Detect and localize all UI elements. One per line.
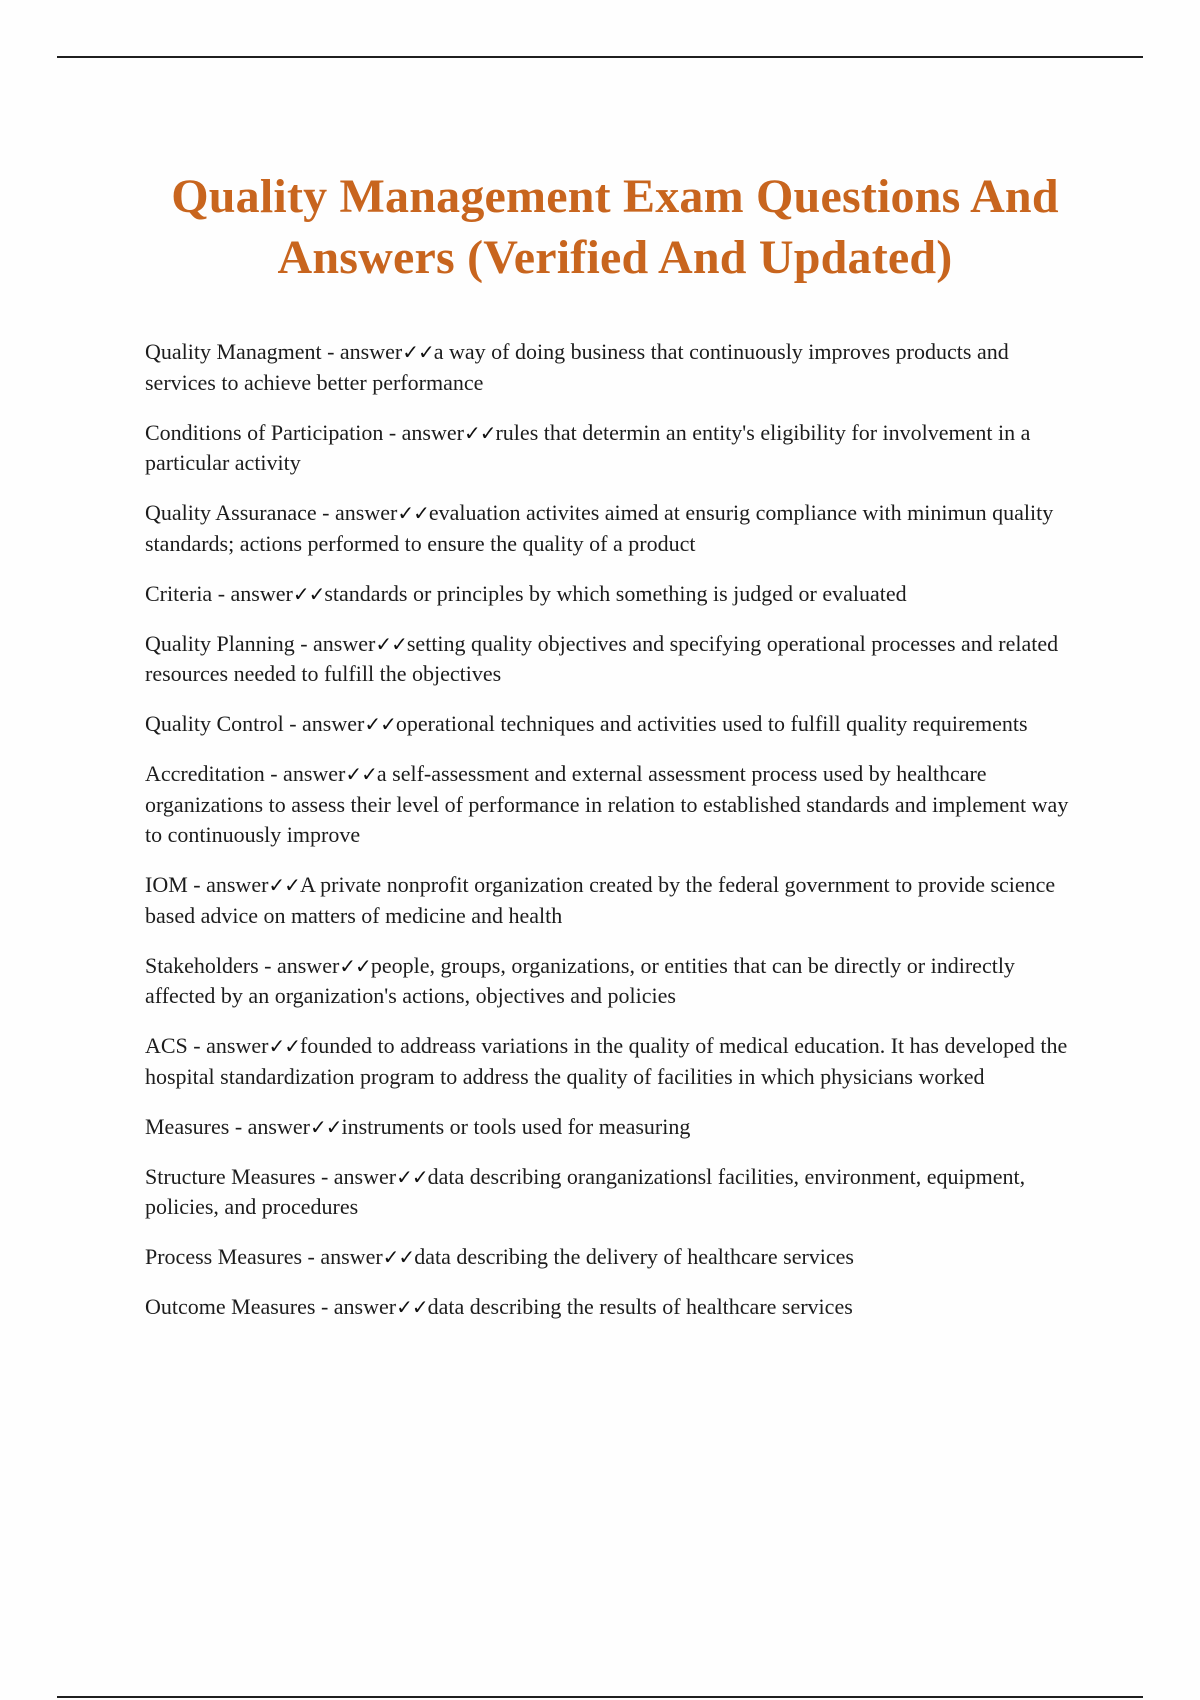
qa-entry bbox=[145, 498, 1085, 559]
qa-term: Quality Managment bbox=[145, 339, 322, 364]
double-check-icon: ✓✓ bbox=[402, 340, 434, 364]
qa-separator: - answer bbox=[294, 630, 376, 656]
qa-separator: - answer bbox=[229, 1113, 310, 1139]
double-check-icon: ✓✓ bbox=[309, 1114, 342, 1139]
qa-definition: data describing the delivery of healthcare services bbox=[414, 1244, 854, 1269]
qa-separator: - answer bbox=[315, 1163, 397, 1189]
double-check-icon: ✓✓ bbox=[382, 1245, 415, 1269]
qa-term: Quality Control bbox=[145, 711, 284, 736]
qa-definition: instruments or tools used for measuring bbox=[341, 1113, 691, 1139]
qa-definition: evaluation activites aimed at ensurig compliance with minimun quality standards; actions performed to ensure the quality of a product bbox=[145, 500, 1054, 556]
qa-entry bbox=[145, 1292, 1085, 1323]
qa-definition: a way of doing business that continuously improves products and services to achieve better performance bbox=[145, 339, 1009, 395]
top-divider bbox=[57, 56, 1143, 58]
qa-entry bbox=[145, 1031, 1085, 1092]
qa-definition: A private nonprofit organization created by the federal government to provide science based advice on matters of medicine and health bbox=[145, 872, 1056, 928]
qa-entry bbox=[145, 1112, 1085, 1143]
qa-term: Conditions of Participation bbox=[145, 419, 384, 445]
qa-term: Quality Planning bbox=[145, 630, 295, 656]
double-check-icon: ✓✓ bbox=[463, 420, 496, 445]
qa-entry bbox=[145, 951, 1085, 1012]
qa-term: IOM bbox=[145, 872, 188, 897]
qa-entry bbox=[145, 759, 1085, 851]
double-check-icon: ✓✓ bbox=[268, 1034, 300, 1058]
double-check-icon: ✓✓ bbox=[397, 501, 429, 525]
qa-term: Accreditation bbox=[145, 761, 265, 786]
double-check-icon: ✓✓ bbox=[396, 1295, 428, 1319]
double-check-icon: ✓✓ bbox=[292, 581, 325, 606]
qa-separator: - answer bbox=[264, 761, 346, 786]
qa-term: Criteria bbox=[145, 580, 213, 606]
qa-term: Process Measures bbox=[145, 1244, 303, 1269]
qa-definition: founded to addreass variations in the quality of medical education. It has developed the hospital standardization program to address the quality of facilities in which physicians worked bbox=[145, 1033, 1068, 1089]
qa-definition: operational techniques and activities used to fulfill quality requirements bbox=[395, 711, 1028, 736]
qa-separator: - answer bbox=[212, 580, 293, 606]
qa-separator: - answer bbox=[316, 500, 398, 525]
qa-definition: people, groups, organizations, or entities that can be directly or indirectly affected by an organization's actions, objectives and policies bbox=[145, 952, 1015, 1008]
qa-separator: - answer bbox=[258, 952, 340, 978]
qa-separator: - answer bbox=[321, 339, 403, 364]
document-title: Quality Management Exam Questions And Answers (Verified And Updated) bbox=[171, 170, 1059, 284]
qa-definition: standards or principles by which something is judged or evaluated bbox=[324, 580, 907, 606]
qa-definition: rules that determin an entity's eligibility for involvement in a particular activity bbox=[145, 419, 1031, 475]
qa-entry bbox=[145, 579, 1085, 610]
qa-entry bbox=[145, 709, 1085, 740]
qa-separator: - answer bbox=[302, 1244, 383, 1269]
double-check-icon: ✓✓ bbox=[339, 953, 371, 978]
qa-entry bbox=[145, 418, 1085, 479]
qa-definition: data describing the results of healthcare services bbox=[427, 1294, 853, 1319]
qa-entry bbox=[145, 1242, 1085, 1273]
qa-term: Quality Assuranace bbox=[145, 500, 317, 525]
qa-entry bbox=[145, 337, 1085, 398]
bottom-divider bbox=[57, 1696, 1143, 1698]
qa-separator: - answer bbox=[187, 1033, 269, 1058]
qa-entry bbox=[145, 1162, 1085, 1223]
qa-list bbox=[145, 337, 1085, 1342]
qa-term: Outcome Measures bbox=[145, 1294, 316, 1319]
qa-definition: a self-assessment and external assessment process used by healthcare organizations to assess their level of performance in relation to established standards and implement way to continuously improve bbox=[145, 761, 1069, 847]
qa-entry bbox=[145, 870, 1085, 931]
qa-definition: data describing oranganizationsl facilities, environment, equipment, policies, and procedures bbox=[145, 1163, 1026, 1219]
double-check-icon: ✓✓ bbox=[396, 1164, 428, 1189]
double-check-icon: ✓✓ bbox=[268, 873, 300, 897]
qa-term: Structure Measures bbox=[145, 1163, 316, 1189]
qa-separator: - answer bbox=[315, 1294, 397, 1319]
qa-separator: - answer bbox=[283, 711, 365, 736]
double-check-icon: ✓✓ bbox=[345, 762, 377, 786]
double-check-icon: ✓✓ bbox=[364, 712, 396, 736]
qa-separator: - answer bbox=[383, 419, 464, 445]
qa-definition: setting quality objectives and specifying operational processes and related resources needed to fulfill the objectives bbox=[145, 630, 1059, 686]
qa-term: ACS bbox=[145, 1033, 188, 1058]
qa-separator: - answer bbox=[187, 872, 269, 897]
qa-term: Stakeholders bbox=[145, 952, 259, 978]
double-check-icon: ✓✓ bbox=[375, 631, 407, 656]
qa-entry bbox=[145, 629, 1085, 690]
qa-term: Measures bbox=[145, 1113, 230, 1139]
